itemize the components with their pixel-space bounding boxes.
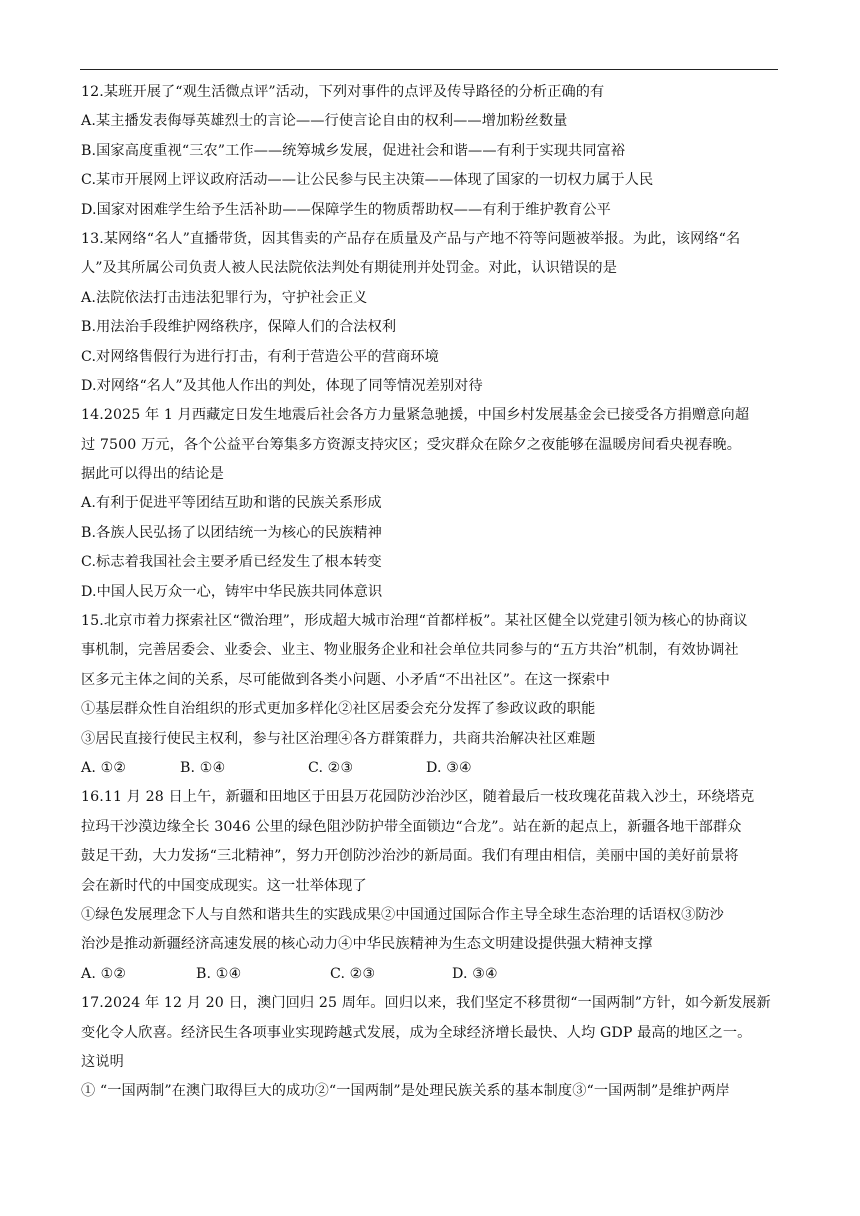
header-rule bbox=[80, 69, 778, 70]
question-13-option-a: A.法院依法打击违法犯罪行为，守护社会正义 bbox=[81, 289, 368, 306]
question-16-options bbox=[81, 960, 781, 989]
question-17-stem-line3: 这说明 bbox=[81, 1053, 124, 1070]
question-15-option-c: C. ②③ bbox=[308, 759, 354, 776]
question-14-option-c: C.标志着我国社会主要矛盾已经发生了根本转变 bbox=[81, 554, 382, 571]
question-13-option-d: D.对网络“名人”及其他人作出的判处，体现了同等情况差别对待 bbox=[81, 377, 483, 394]
question-14-option-b: B.各族人民弘扬了以团结统一为核心的民族精神 bbox=[81, 524, 382, 541]
question-13-stem-line1: 13.某网络“名人”直播带货，因其售卖的产品存在质量及产品与产地不符等问题被举报。为此，该网络“名 bbox=[81, 230, 741, 247]
question-16-statements-line1: ①绿色发展理念下人与自然和谐共生的实践成果②中国通过国际合作主导全球生态治理的话语权③防沙 bbox=[81, 906, 724, 923]
question-15-stem-line1: 15.北京市着力探索社区“微治理”，形成超大城市治理“首都样板”。某社区健全以党建引领为核心的协商议 bbox=[81, 613, 748, 630]
question-17-statements-line1: ① “一国两制”在澳门取得巨大的成功②“一国两制”是处理民族关系的基本制度③“一国两制”是维护两岸 bbox=[81, 1083, 730, 1100]
question-14-option-a: A.有利于促进平等团结互助和谐的民族关系形成 bbox=[81, 495, 382, 512]
question-12-option-c: C.某市开展网上评议政府活动——让公民参与民主决策——体现了国家的一切权力属于人民 bbox=[81, 172, 654, 189]
question-15-option-d: D. ③④ bbox=[426, 759, 472, 776]
question-15-options bbox=[81, 754, 781, 783]
exam-page bbox=[81, 78, 781, 1107]
question-13-option-c: C.对网络售假行为进行打击，有利于营造公平的营商环境 bbox=[81, 348, 439, 365]
question-16-option-c: C. ②③ bbox=[330, 965, 376, 982]
question-16-statements-line2: 治沙是推动新疆经济高速发展的核心动力④中华民族精神为生态文明建设提供强大精神支撑 bbox=[81, 936, 653, 953]
question-16-stem-line2: 拉玛干沙漠边缘全长 3046 公里的绿色阻沙防护带全面锁边“合龙”。站在新的起点上，新疆各地干部群众 bbox=[81, 818, 742, 835]
question-15-option-b: B. ①④ bbox=[180, 759, 226, 776]
question-15-statements-1-2: ①基层群众性自治组织的形式更加多样化②社区居委会充分发挥了参政议政的职能 bbox=[81, 701, 596, 718]
question-15-statements-3-4: ③居民直接行使民主权利，参与社区治理④各方群策群力，共商共治解决社区难题 bbox=[81, 730, 596, 747]
question-15-stem-line2: 事机制，完善居委会、业委会、业主、物业服务企业和社会单位共同参与的“五方共治”机制，有效协调社 bbox=[81, 642, 739, 659]
question-12-stem: 12.某班开展了“观生活微点评”活动，下列对事件的点评及传导路径的分析正确的有 bbox=[81, 84, 605, 100]
question-15-stem-line3: 区多元主体之间的关系，尽可能做到各类小问题、小矛盾“不出社区”。在这一探索中 bbox=[81, 671, 611, 688]
question-16-stem-line3: 鼓足干劲，大力发扬“三北精神”，努力开创防沙治沙的新局面。我们有理由相信，美丽中国的美好前景将 bbox=[81, 848, 739, 865]
question-13-stem-line2: 人”及其所属公司负责人被人民法院依法判处有期徒刑并处罚金。对此，认识错误的是 bbox=[81, 260, 617, 277]
question-17-stem-line2: 变化令人欣喜。经济民生各项事业实现跨越式发展，成为全球经济增长最快、人均 GDP 最高的地区之一。 bbox=[81, 1024, 752, 1041]
question-17-stem-line1: 17.2024 年 12 月 20 日，澳门回归 25 周年。回归以来，我们坚定不移贯彻“一国两制”方针，如今新发展新 bbox=[81, 995, 771, 1012]
question-13-option-b: B.用法治手段维护网络秩序，保障人们的合法权利 bbox=[81, 319, 397, 336]
question-16-option-a: A. ①② bbox=[81, 965, 127, 982]
question-16-stem-line4: 会在新时代的中国变成现实。这一壮举体现了 bbox=[81, 877, 367, 894]
question-12-option-b: B.国家高度重视“三农”工作——统筹城乡发展，促进社会和谐——有利于实现共同富裕 bbox=[81, 142, 626, 159]
question-14-option-d: D.中国人民万众一心，铸牢中华民族共同体意识 bbox=[81, 583, 383, 600]
question-14-stem-line2: 过 7500 万元，各个公益平台筹集多方资源支持灾区；受灾群众在除夕之夜能够在温暖房间看央视春晚。 bbox=[81, 436, 742, 453]
question-16-stem-line1: 16.11 月 28 日上午，新疆和田地区于田县万花园防沙治沙区，随着最后一枝玫瑰花苗栽入沙土，环绕塔克 bbox=[81, 789, 755, 806]
question-12-option-a: A.某主播发表侮辱英雄烈士的言论——行使言论自由的权利——增加粉丝数量 bbox=[81, 113, 568, 130]
question-15-option-a: A. ①② bbox=[81, 759, 127, 776]
question-14-stem-line1: 14.2025 年 1 月西藏定日发生地震后社会各方力量紧急驰援，中国乡村发展基金会已接受各方捐赠意向超 bbox=[81, 407, 750, 424]
question-12-option-d: D.国家对困难学生给予生活补助——保障学生的物质帮助权——有利于维护教育公平 bbox=[81, 201, 611, 218]
question-16-option-b: B. ①④ bbox=[196, 965, 242, 982]
question-14-stem-line3: 据此可以得出的结论是 bbox=[81, 466, 224, 483]
question-16-option-d: D. ③④ bbox=[452, 965, 498, 982]
